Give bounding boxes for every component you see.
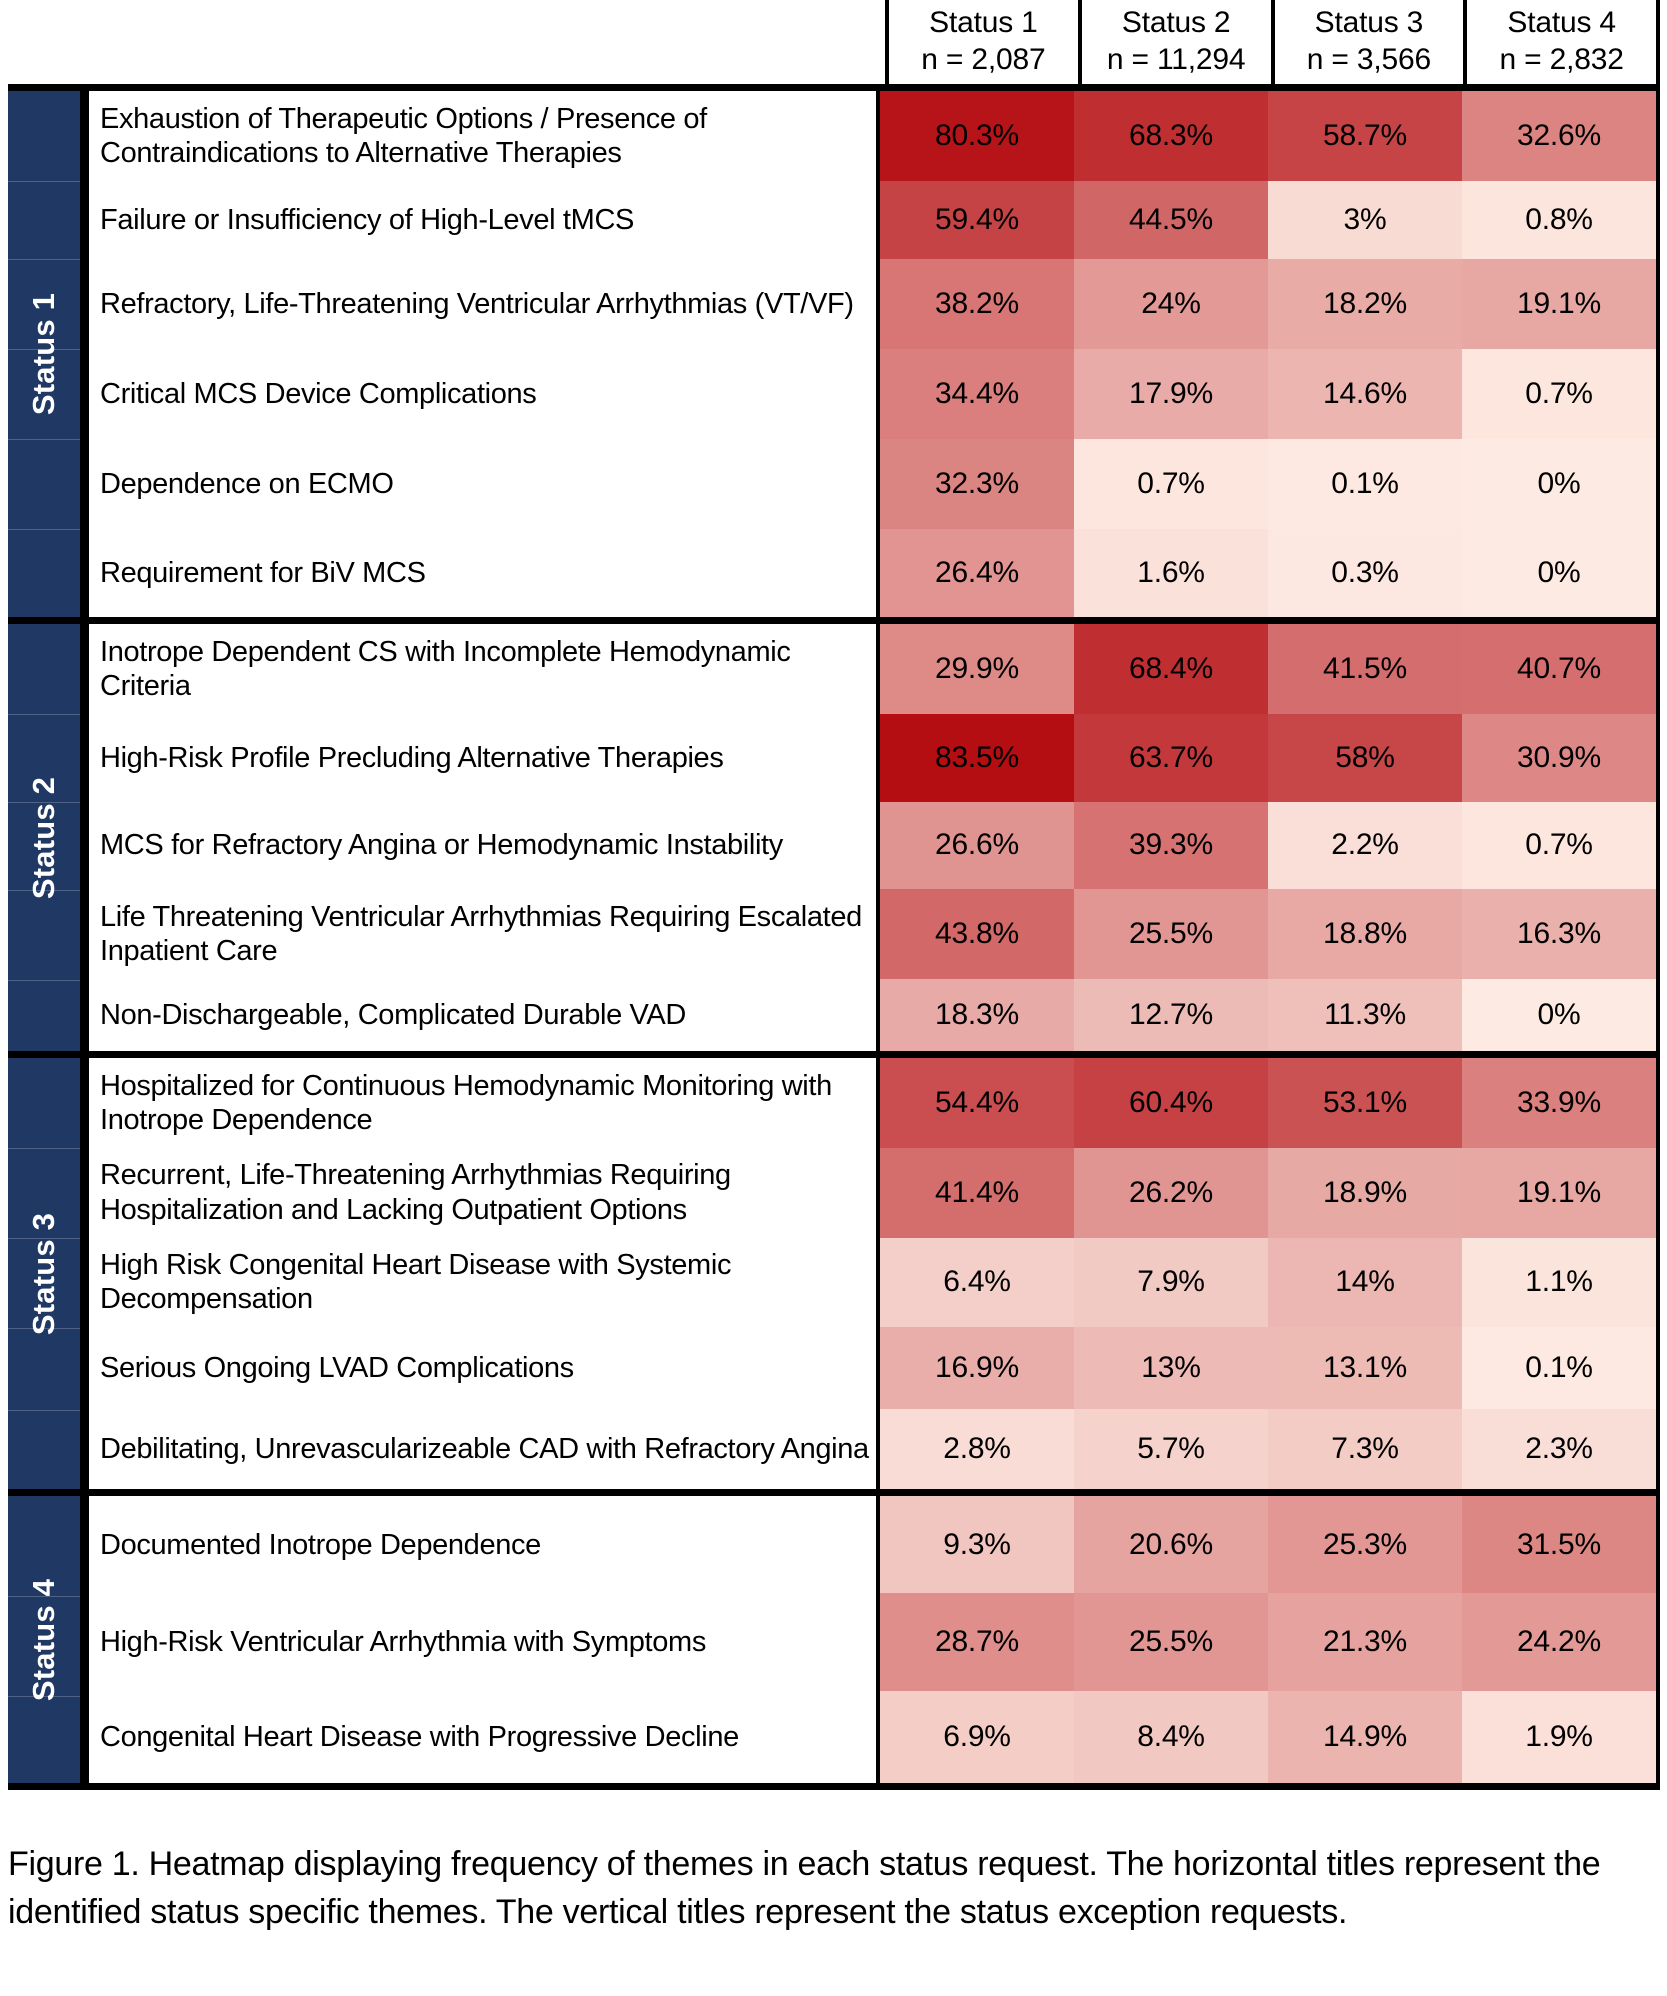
heatmap-cell: 63.7% [1074,714,1268,802]
heatmap-cell: 7.3% [1268,1409,1462,1489]
row-values [880,1409,1660,1489]
row-values [880,349,1660,439]
row-theme-label: Recurrent, Life-Threatening Arrhythmias Requiring Hospitalization and Lacking Outpatient Options [85,1148,880,1238]
header-status-4 [1463,0,1660,84]
heatmap-cell: 21.3% [1268,1593,1462,1690]
heatmap-cell: 1.1% [1462,1238,1656,1328]
heatmap-cell: 53.1% [1268,1058,1462,1148]
heatmap-cell: 80.3% [880,91,1074,181]
header-status-3 [1271,0,1464,84]
row-theme-label: Life Threatening Ventricular Arrhythmias Requiring Escalated Inpatient Care [85,889,880,979]
table-row [85,1496,1660,1593]
side-divider [8,802,80,803]
group-side-label-text: Status 2 [26,776,61,899]
header-status-1 [885,0,1078,84]
heatmap-cell: 41.4% [880,1148,1074,1238]
row-theme-label: Refractory, Life-Threatening Ventricular Arrhythmias (VT/VF) [85,259,880,349]
row-values [880,1238,1660,1328]
status-group-2 [8,617,1660,1051]
heatmap-cell: 83.5% [880,714,1074,802]
row-theme-label: MCS for Refractory Angina or Hemodynamic Instability [85,802,880,890]
table-row [85,889,1660,979]
header-spacer [8,0,885,84]
group-side-label-3 [8,1058,85,1489]
heatmap-cell: 0.3% [1268,529,1462,617]
table-row [85,439,1660,529]
table-row [85,529,1660,617]
row-theme-label: Hospitalized for Continuous Hemodynamic Monitoring with Inotrope Dependence [85,1058,880,1148]
table-row [85,802,1660,890]
heatmap-cell: 43.8% [880,889,1074,979]
heatmap-cell: 14.6% [1268,349,1462,439]
table-row [85,91,1660,181]
figure-caption: Figure 1. Heatmap displaying frequency of themes in each status request. The horizontal titles represent the identified status specific themes. The vertical titles represent the status exception requests. [8,1845,1601,1932]
row-theme-label: Critical MCS Device Complications [85,349,880,439]
heatmap-cell: 26.2% [1074,1148,1268,1238]
side-divider [8,1328,80,1329]
heatmap-cell: 33.9% [1462,1058,1656,1148]
heatmap-cell: 24% [1074,259,1268,349]
heatmap-cell: 0.1% [1462,1327,1656,1409]
table-row [85,1409,1660,1489]
heatmap-cell: 0.7% [1462,802,1656,890]
row-values [880,529,1660,617]
heatmap-cell: 2.3% [1462,1409,1656,1489]
heatmap-cell: 31.5% [1462,1496,1656,1593]
table-row [85,1058,1660,1148]
header-status-1-count: n = 2,087 [921,43,1046,76]
group-side-label-2 [8,624,85,1051]
row-values [880,181,1660,259]
group-rows-2 [85,624,1660,1051]
heatmap-cell: 32.3% [880,439,1074,529]
row-values [880,1148,1660,1238]
heatmap-cell: 0% [1462,979,1656,1051]
row-theme-label: High Risk Congenital Heart Disease with Systemic Decompensation [85,1238,880,1328]
heatmap-cell: 0% [1462,439,1656,529]
row-theme-label: Exhaustion of Therapeutic Options / Presence of Contraindications to Alternative Therapies [85,91,880,181]
row-theme-label: Serious Ongoing LVAD Complications [85,1327,880,1409]
header-status-2-count: n = 11,294 [1106,43,1246,76]
row-theme-label: Congenital Heart Disease with Progressive Decline [85,1691,880,1783]
heatmap-cell: 58.7% [1268,91,1462,181]
heatmap-cell: 18.9% [1268,1148,1462,1238]
row-values [880,1496,1660,1593]
table-row [85,1327,1660,1409]
heatmap-cell: 18.3% [880,979,1074,1051]
side-divider [8,980,80,981]
heatmap-cell: 6.4% [880,1238,1074,1328]
heatmap-cell: 2.2% [1268,802,1462,890]
heatmap-cell: 19.1% [1462,1148,1656,1238]
group-side-label-text: Status 4 [26,1578,61,1701]
row-values [880,624,1660,714]
heatmap-cell: 14.9% [1268,1691,1462,1783]
heatmap-cell: 30.9% [1462,714,1656,802]
table-row [85,979,1660,1051]
row-theme-label: Requirement for BiV MCS [85,529,880,617]
heatmap-cell: 0.1% [1268,439,1462,529]
row-theme-label: Dependence on ECMO [85,439,880,529]
heatmap-cell: 7.9% [1074,1238,1268,1328]
row-theme-label: Non-Dischargeable, Complicated Durable VAD [85,979,880,1051]
row-values [880,802,1660,890]
heatmap-cell: 18.8% [1268,889,1462,979]
heatmap-cell: 34.4% [880,349,1074,439]
table-header [8,0,1660,84]
heatmap-cell: 5.7% [1074,1409,1268,1489]
side-divider [8,1410,80,1411]
heatmap-cell: 16.3% [1462,889,1656,979]
heatmap-cell: 26.6% [880,802,1074,890]
heatmap-cell: 26.4% [880,529,1074,617]
header-status-3-title: Status 3 [1314,6,1424,40]
side-divider [8,1238,80,1239]
row-values [880,979,1660,1051]
heatmap-cell: 1.9% [1462,1691,1656,1783]
header-status-4-count: n = 2,832 [1499,43,1624,76]
row-values [880,889,1660,979]
side-divider [8,259,80,260]
heatmap-cell: 24.2% [1462,1593,1656,1690]
side-divider [8,181,80,182]
heatmap-cell: 17.9% [1074,349,1268,439]
table-row [85,714,1660,802]
heatmap-cell: 25.3% [1268,1496,1462,1593]
heatmap-cell: 1.6% [1074,529,1268,617]
heatmap-cell: 8.4% [1074,1691,1268,1783]
heatmap-cell: 38.2% [880,259,1074,349]
heatmap-cell: 60.4% [1074,1058,1268,1148]
heatmap-cell: 2.8% [880,1409,1074,1489]
table-row [85,1593,1660,1690]
row-values [880,1058,1660,1148]
heatmap-cell: 44.5% [1074,181,1268,259]
status-group-3 [8,1051,1660,1489]
row-theme-label: High-Risk Profile Precluding Alternative Therapies [85,714,880,802]
side-divider [8,890,80,891]
table-row [85,1148,1660,1238]
group-side-label-4 [8,1496,85,1783]
heatmap-cell: 13.1% [1268,1327,1462,1409]
heatmap-cell: 9.3% [880,1496,1074,1593]
table-row [85,1691,1660,1783]
side-divider [8,1696,80,1697]
heatmap-cell: 25.5% [1074,889,1268,979]
header-status-1-title: Status 1 [929,6,1038,40]
header-status-2-title: Status 2 [1121,6,1231,40]
group-side-label-text: Status 3 [26,1212,61,1335]
row-values [880,91,1660,181]
heatmap-cell: 16.9% [880,1327,1074,1409]
heatmap-cell: 0.7% [1074,439,1268,529]
heatmap-cell: 11.3% [1268,979,1462,1051]
group-side-label-1 [8,91,85,617]
status-group-4 [8,1489,1660,1790]
heatmap-cell: 40.7% [1462,624,1656,714]
side-divider [8,714,80,715]
group-rows-3 [85,1058,1660,1489]
side-divider [8,1596,80,1597]
heatmap-cell: 3% [1268,181,1462,259]
header-status-4-title: Status 4 [1507,6,1616,40]
heatmap-cell: 0.7% [1462,349,1656,439]
heatmap-cell: 54.4% [880,1058,1074,1148]
heatmap-cell: 19.1% [1462,259,1656,349]
row-theme-label: Documented Inotrope Dependence [85,1496,880,1593]
row-theme-label: Failure or Insufficiency of High-Level tMCS [85,181,880,259]
heatmap-cell: 41.5% [1268,624,1462,714]
heatmap-cell: 0% [1462,529,1656,617]
row-values [880,1327,1660,1409]
row-values [880,1593,1660,1690]
table-row [85,259,1660,349]
header-status-3-count: n = 3,566 [1306,43,1431,76]
heatmap-cell: 39.3% [1074,802,1268,890]
heatmap-cell: 32.6% [1462,91,1656,181]
row-theme-label: Debilitating, Unrevascularizeable CAD with Refractory Angina [85,1409,880,1489]
heatmap-cell: 13% [1074,1327,1268,1409]
table-row [85,1238,1660,1328]
heatmap-cell: 20.6% [1074,1496,1268,1593]
group-rows-1 [85,91,1660,617]
row-theme-label: High-Risk Ventricular Arrhythmia with Symptoms [85,1593,880,1690]
side-divider [8,349,80,350]
heatmap-cell: 68.4% [1074,624,1268,714]
row-values [880,714,1660,802]
heatmap-cell: 28.7% [880,1593,1074,1690]
heatmap-cell: 58% [1268,714,1462,802]
table-row [85,181,1660,259]
row-values [880,1691,1660,1783]
heatmap-cell: 0.8% [1462,181,1656,259]
heatmap-cell: 59.4% [880,181,1074,259]
row-values [880,259,1660,349]
side-divider [8,1148,80,1149]
header-status-2 [1078,0,1271,84]
heatmap-cell: 12.7% [1074,979,1268,1051]
table-row [85,624,1660,714]
group-side-label-text: Status 1 [26,292,61,416]
row-theme-label: Inotrope Dependent CS with Incomplete Hemodynamic Criteria [85,624,880,714]
heatmap-cell: 6.9% [880,1691,1074,1783]
heatmap-cell: 18.2% [1268,259,1462,349]
heatmap-cell: 68.3% [1074,91,1268,181]
table-row [85,349,1660,439]
heatmap-cell: 29.9% [880,624,1074,714]
side-divider [8,439,80,440]
heatmap-cell: 14% [1268,1238,1462,1328]
status-group-1 [8,84,1660,617]
row-values [880,439,1660,529]
side-divider [8,529,80,530]
group-rows-4 [85,1496,1660,1783]
heatmap-cell: 25.5% [1074,1593,1268,1690]
